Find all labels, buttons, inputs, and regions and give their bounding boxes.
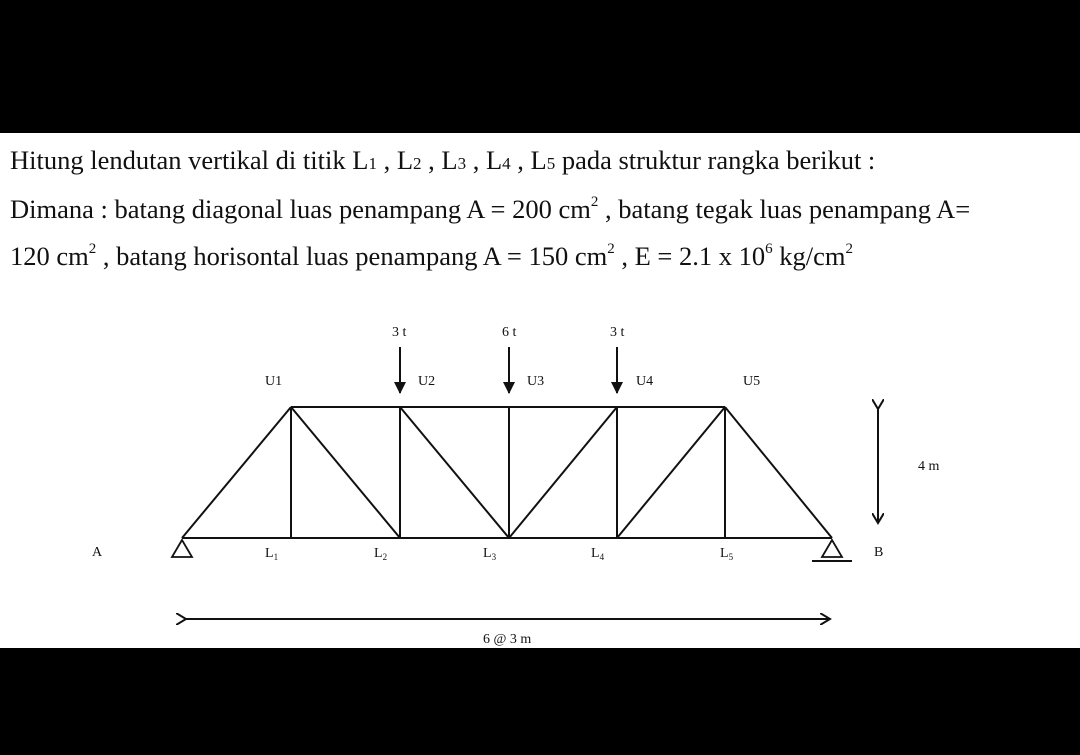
diagonal-member <box>509 407 617 538</box>
end-diagonal-left <box>182 407 291 538</box>
top-node-label: U3 <box>527 374 545 389</box>
diagonal-member <box>617 407 725 538</box>
bottom-node-label: $L_5$ <box>720 546 734 562</box>
point-symbol: L2 , <box>396 145 442 175</box>
load-label: 6 t <box>502 325 517 340</box>
bottom-node-label: $L_3$ <box>483 546 497 562</box>
vertical-area-value: 120 cm <box>10 241 89 271</box>
bottom-node-label: $L_2$ <box>374 546 388 562</box>
modulus-unit: kg/cm <box>772 241 846 271</box>
line1-text: Hitung lendutan vertikal di titik <box>10 145 353 175</box>
diagonal-area-text: Dimana : batang diagonal luas penampang A = 200 cm <box>10 194 591 224</box>
support-pin-right <box>812 540 852 561</box>
support-pin-left <box>172 540 192 557</box>
load-label: 3 t <box>392 325 407 340</box>
height-label: 4 m <box>918 459 940 474</box>
point-symbol: L5 <box>530 145 556 175</box>
unit-superscript: 2 <box>845 241 854 257</box>
diagonal-member <box>400 407 509 538</box>
exponent-superscript: 6 <box>765 241 773 257</box>
diagonal-member <box>291 407 400 538</box>
support-label-b: B <box>874 545 884 560</box>
point-symbol: L3 , <box>441 145 486 175</box>
top-node-label: U4 <box>636 374 654 389</box>
bottom-node-label: $L_4$ <box>591 546 605 562</box>
truss-diagram <box>0 133 1080 648</box>
unit-superscript: 2 <box>607 241 615 257</box>
span-label: 6 @ 3 m <box>483 632 532 647</box>
load-label: 3 t <box>610 325 625 340</box>
truss-members <box>182 407 832 538</box>
top-node-label: U1 <box>265 374 283 389</box>
point-symbol: L4 , <box>485 145 531 175</box>
unit-superscript: 2 <box>590 194 599 210</box>
support-label-a: A <box>92 545 103 560</box>
top-node-label: U2 <box>418 374 436 389</box>
end-diagonal-right <box>725 407 832 538</box>
top-node-label: U5 <box>743 374 761 389</box>
line1-end: pada struktur rangka berikut : <box>555 145 876 175</box>
modulus-text: , E = 2.1 x 10 <box>614 241 766 271</box>
point-symbol: L1 , <box>352 145 397 175</box>
diagram-labels <box>92 325 940 647</box>
vertical-area-text: , batang tegak luas penampang A= <box>598 194 971 224</box>
problem-page <box>0 133 1080 648</box>
unit-superscript: 2 <box>88 241 97 257</box>
bottom-node-label: $L_1$ <box>265 546 279 562</box>
horizontal-area-text: , batang horisontal luas penampang A = 150 cm <box>96 241 608 271</box>
